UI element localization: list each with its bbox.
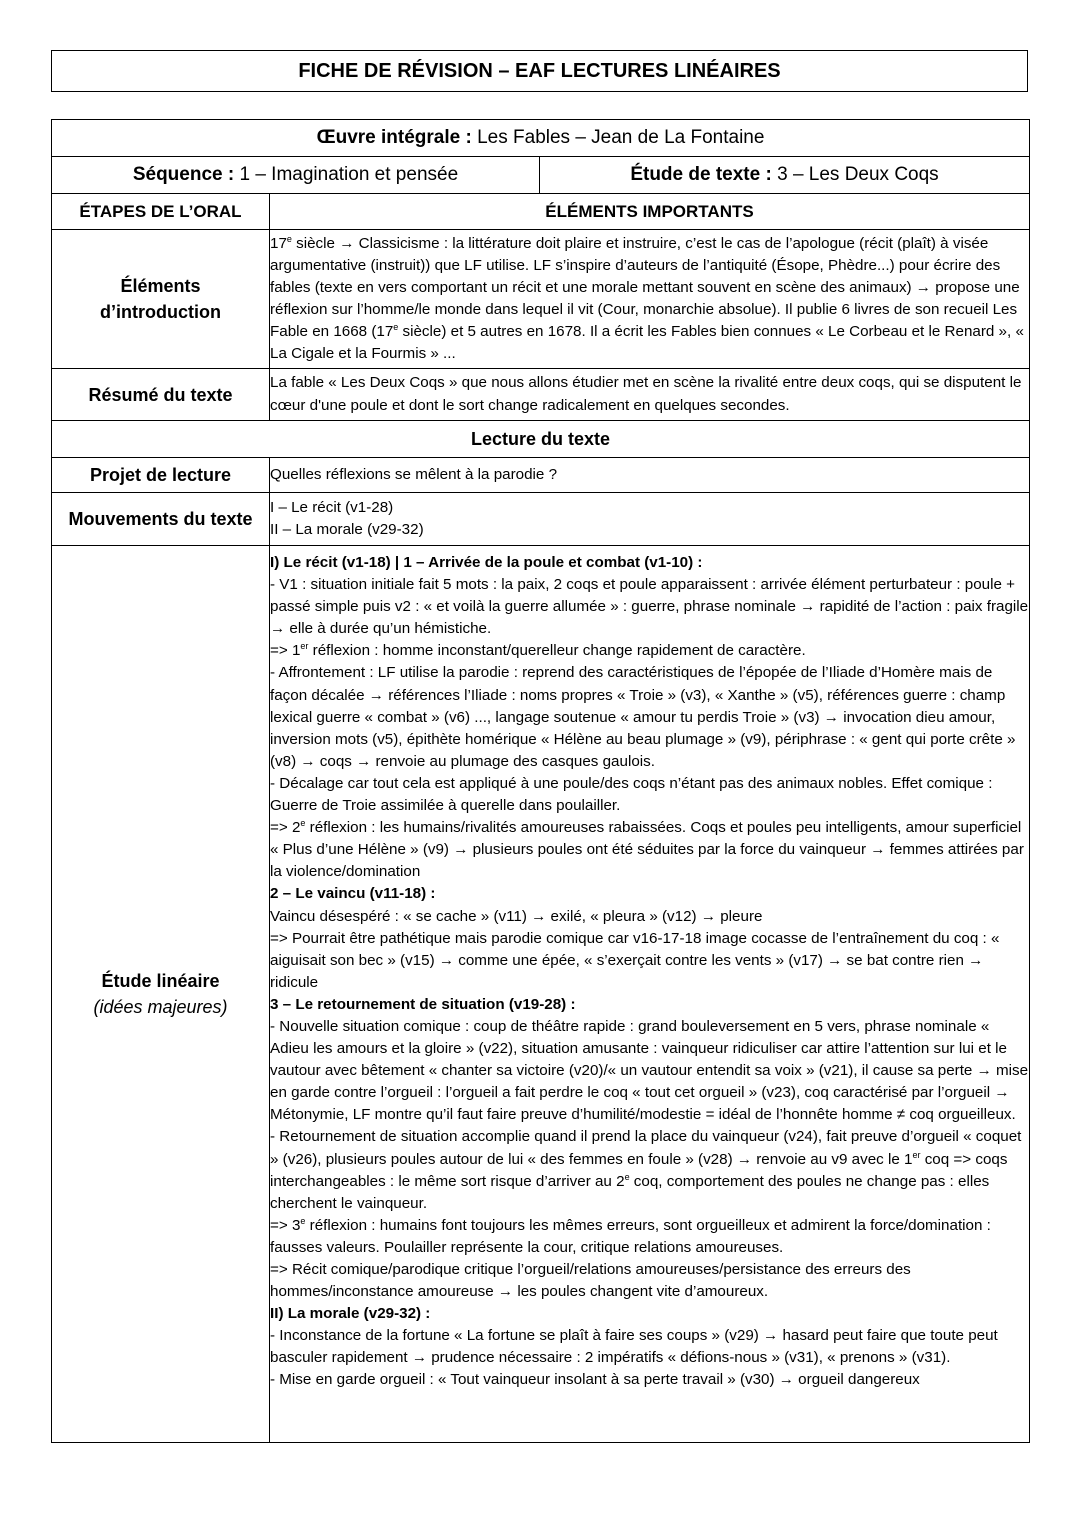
revision-table [51, 119, 1030, 1443]
oeuvre-row [52, 120, 1030, 157]
etude-paragraph: => Pourrait être pathétique mais parodie comique car v16-17-18 image cocasse de l’entraînement du coq : « aiguisait son bec » (v15) → comme une épée, « s’exerçait contre les vents » (v17) → se bat contre rien → ridicule [270, 929, 1000, 991]
oeuvre-label: Œuvre intégrale : [316, 127, 472, 148]
introduction-label [52, 230, 270, 369]
etude-paragraph: - Mise en garde orgueil : « Tout vainqueur insolant à sa perte travail » (v30) → orgueil dangereux [270, 1371, 920, 1389]
etude-p5sup: e [300, 818, 306, 829]
etude-heading-4: II) La morale (v29-32) : [270, 1305, 431, 1323]
lecture-row [52, 421, 1030, 458]
mouvements-text [270, 493, 1030, 546]
etude-texte-cell [540, 157, 1030, 194]
etude-heading-1: I) Le récit (v1-18) | 1 – Arrivée de la poule et combat (v1-10) : [270, 554, 703, 571]
etude-heading-2: 2 – Le vaincu (v11-18) : [270, 885, 436, 903]
etude-label-line1: Étude linéaire [101, 971, 220, 991]
etude-p5b: réflexion : les humains/rivalités amoureuses rabaissées. Coqs et poules peu intelligents, amour superficiel « Plus d’une Hélène » (v9) → plusieurs poules ont été séduites par la force du vainqueur → femmes attirées par la violence/domination [270, 819, 1024, 881]
sequence-cell [52, 157, 540, 194]
projet-row [52, 458, 1030, 493]
sequence-label: Séquence : [132, 164, 235, 185]
etude-paragraph: - Nouvelle situation comique : coup de théâtre rapide : grand bouleversement en 5 vers, phrase nominale « Adieu les amours et la gloire » (v22), situation amusante : vainqueur ridiculiser car attire l’attention sur lui et le vautour avec bêtement « chanter sa victoire (v20)/« un vautour entendit sa voix » (v21), il cause sa perte → mise en garde contre l’orgueil : l’orgueil a fait perdre le coq « tout cet orgueil » (v23), coq caractérisé par l’orgueil → Métonymie, LF montre qu’il faut faire preuve d’humilité/modestie = idéal de l’honnête homme ≠ coq orgueilleux. [270, 1017, 1029, 1124]
mouvements-row [52, 493, 1030, 546]
mouvements-label: Mouvements du texte [52, 493, 270, 546]
etude-p2sup: er [300, 641, 309, 652]
etude-paragraph: - Inconstance de la fortune « La fortune se plaît à faire ses coups » (v29) → hasard peut faire que toute peut basculer rapidement → prudence nécessaire : 2 impératifs « défions-nous » (v31), « prenons » (v31). [270, 1327, 998, 1367]
projet-text: Quelles réflexions se mêlent à la parodie ? [270, 458, 1030, 493]
sequence-row [52, 157, 1030, 194]
etude-text [270, 546, 1030, 1443]
etude-heading-3: 3 – Le retournement de situation (v19-28) : [270, 995, 576, 1013]
intro-sup1: e [286, 233, 292, 244]
introduction-row [52, 230, 1030, 369]
column-header-row [52, 194, 1030, 230]
introduction-label-line1: Éléments [120, 276, 201, 296]
lecture-label: Lecture du texte [52, 421, 1030, 458]
etude-paragraph: Vaincu désespéré : « se cache » (v11) → exilé, « pleura » (v12) → pleure [270, 907, 763, 925]
etude-p9b: coq => coqs interchangeables : le même sort risque d’arriver au 2 [270, 1150, 1008, 1190]
resume-label: Résumé du texte [52, 369, 270, 421]
etude-paragraph: - Décalage car tout cela est appliqué à une poule/des coqs n’étant pas des animaux nobles. Effet comique : Guerre de Troie assimilée à querelle dans poulailler. [270, 774, 993, 815]
intro-t2: siècle → Classicisme : la littérature doit plaire et instruire, c’est le cas de l’apologue (récit (plaît) à visée argumentative (instruit)) que LF utilise. LF s’inspire d’auteurs de l’antiquité (Ésope, Phèdre...) pour écrire des fables (texte en vers comportant un récit et une morale mettant souvent en scène des animaux) → propose une réflexion sur l’homme/le monde dans lequel il vit (Cour, monarchie absolue). Il publie 6 livres de son recueil Les Fable en 1668 (17 [270, 234, 1020, 341]
resume-text: La fable « Les Deux Coqs » que nous allons étudier met en scène la rivalité entre deux coqs, qui se disputent le cœur d'une poule et dont le sort change radicalement en quelques secondes. [270, 369, 1030, 421]
resume-row [52, 369, 1030, 421]
intro-t1: 17 [270, 234, 287, 252]
etude-texte-label: Étude de texte : [630, 164, 772, 185]
etude-paragraph: => Récit comique/parodique critique l’orgueil/relations amoureuses/persistance des erreurs des hommes/inconstance amoureuse → les poules changent vite d’amoureux. [270, 1261, 911, 1301]
col-head-elements: ÉLÉMENTS IMPORTANTS [270, 194, 1030, 230]
etude-p10sup: e [300, 1215, 306, 1226]
projet-label: Projet de lecture [52, 458, 270, 493]
intro-t3: siècle) et 5 autres en 1678. Il a écrit les Fables bien connues « Le Corbeau et le Renard », « La Cigale et la Fourmis » ... [270, 323, 1024, 363]
mouvement-1: I – Le récit (v1-28) [270, 498, 394, 516]
intro-sup2: e [393, 322, 399, 333]
etude-paragraph: - Affrontement : LF utilise la parodie : reprend des caractéristiques de l’épopée de l’Iliade d’Homère mais de façon décalée → références l’Iliade : noms propres « Troie » (v3), « Xanthe » (v5), références guerre : champ lexical guerre « combat » (v6) ..., langage soutenue « amour tu perdis Troie » (v3) → invocation dieu amour, inversion mots (v5), épithète homérique « Hélène au beau plumage » (v9), périphrase : « gent qui porte crête » (v8) → coqs → renvoie au plumage des casques gaulois. [270, 664, 1016, 770]
etude-p2b: réflexion : homme inconstant/querelleur change rapidement de caractère. [308, 642, 806, 660]
page-title: FICHE DE RÉVISION – EAF LECTURES LINÉAIRES [51, 50, 1028, 92]
etude-p9sup1: er [912, 1149, 921, 1160]
mouvement-2: II – La morale (v29-32) [270, 521, 424, 538]
etude-p10a: => 3 [270, 1216, 301, 1234]
etude-p9sup2: e [624, 1171, 630, 1182]
etude-p9a: - Retournement de situation accomplie quand il prend la place du vainqueur (v24), fait preuve d’orgueil « coquet » (v26), plusieurs poules autour de lui « des femmes en foule » (v28) → renvoie au v9 avec le 1 [270, 1128, 1022, 1168]
oeuvre-value: Les Fables – Jean de La Fontaine [477, 127, 765, 148]
etude-row [52, 546, 1030, 1443]
etude-p5a: => 2 [270, 819, 301, 837]
col-head-etapes: ÉTAPES DE L’ORAL [52, 194, 270, 230]
introduction-text [270, 230, 1030, 369]
etude-p2a: => 1 [270, 642, 301, 660]
introduction-label-line2: d’introduction [100, 302, 221, 322]
etude-label-line2: (idées majeures) [93, 997, 228, 1017]
oeuvre-cell [52, 120, 1030, 157]
etude-p9c: coq, comportement des poules ne change pas : elles cherchent le vainqueur. [270, 1172, 990, 1212]
etude-p10b: réflexion : humains font toujours les mêmes erreurs, sont orgueilleux et admirent la force/domination : fausses valeurs. Poulailler représente la cour, critique relations amoureuses. [270, 1216, 991, 1256]
etude-label [52, 546, 270, 1443]
sequence-value: 1 – Imagination et pensée [239, 164, 459, 185]
etude-texte-value: 3 – Les Deux Coqs [777, 164, 939, 185]
etude-paragraph: - V1 : situation initiale fait 5 mots : la paix, 2 coqs et poule apparaissent : arrivée élément perturbateur : poule + passé simple puis v2 : « et voilà la guerre allumée » : guerre, phrase nominale → rapidité de l’action : paix fragile → elle à durée qu’un hémistiche. [270, 576, 1029, 638]
